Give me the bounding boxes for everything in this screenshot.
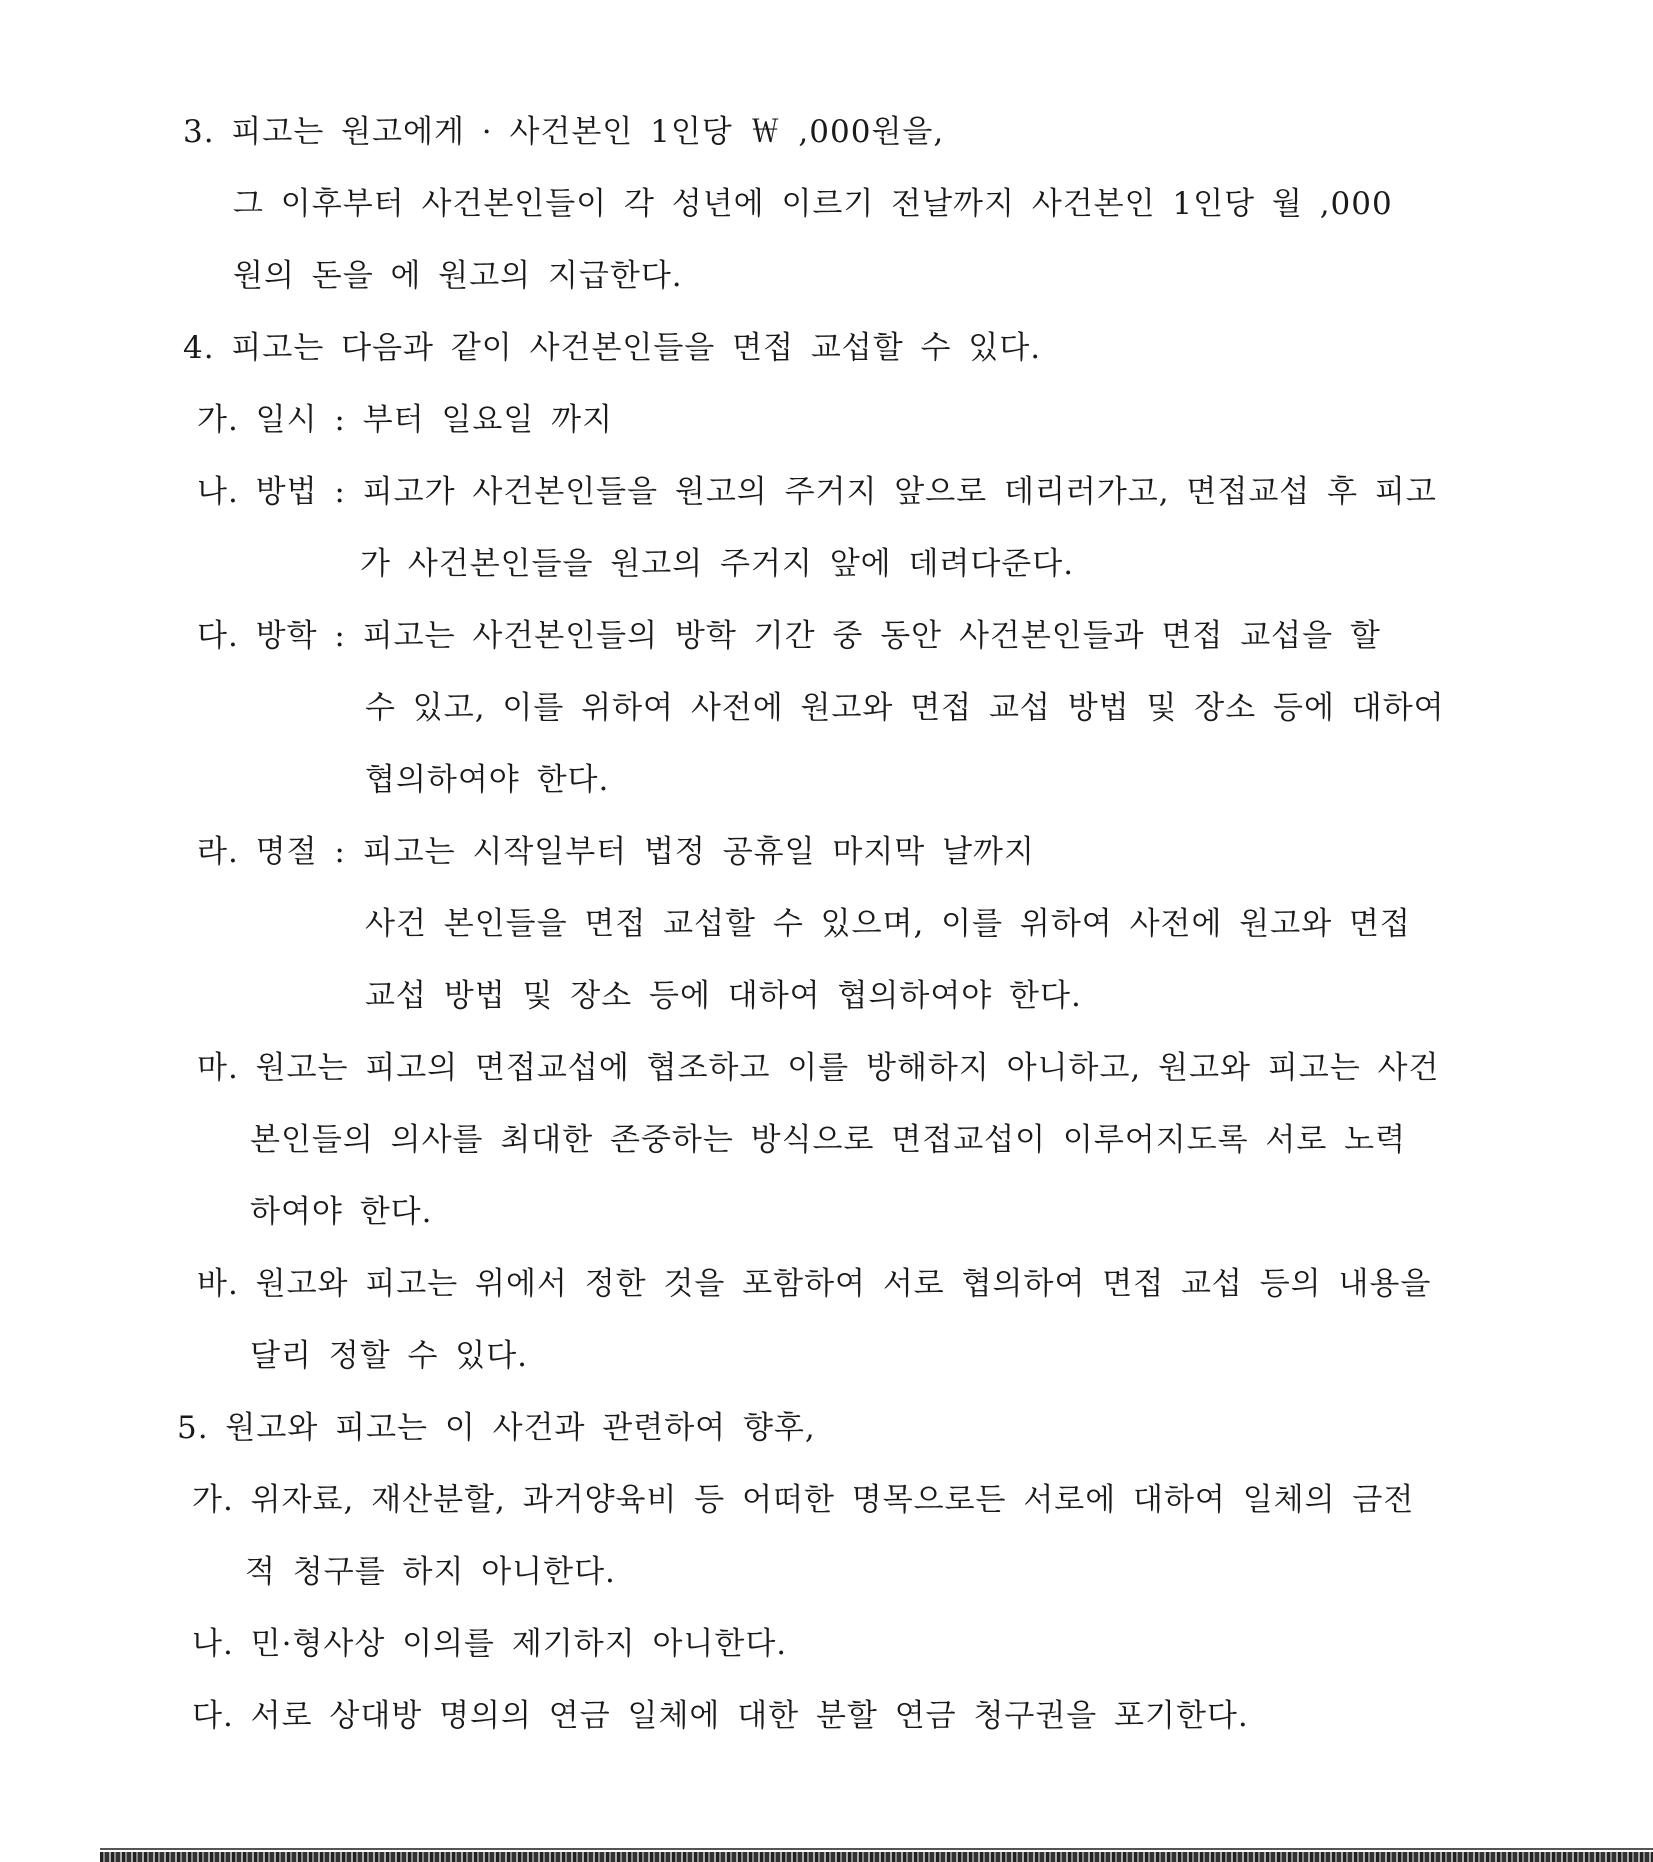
paragraph-4-heading: 4. 피고는 다음과 같이 사건본인들을 면접 교섭할 수 있다.	[183, 330, 1042, 366]
item-4-na-line-2: 가 사건본인들을 원고의 주거지 앞에 데려다준다.	[360, 546, 1075, 582]
paragraph-5-heading: 5. 원고와 피고는 이 사건과 관련하여 향후,	[177, 1410, 816, 1446]
item-5-ga-line-2: 적 청구를 하지 아니한다.	[245, 1554, 616, 1590]
paragraph-3-line-2: 그 이후부터 사건본인들이 각 성년에 이르기 전날까지 사건본인 1인당 월 ,000	[233, 186, 1393, 222]
item-4-ra-line-3: 교섭 방법 및 장소 등에 대하여 협의하여야 한다.	[365, 978, 1082, 1014]
paragraph-3-line-3: 원의 돈을 에 원고의 지급한다.	[233, 258, 683, 294]
item-4-ma-line-3: 하여야 한다.	[250, 1194, 433, 1230]
item-4-ba-line-1: 바. 원고와 피고는 위에서 정한 것을 포함하여 서로 협의하여 면접 교섭 등의 내용을	[197, 1266, 1432, 1302]
item-5-da: 다. 서로 상대방 명의의 연금 일체에 대한 분할 연금 청구권을 포기한다.	[192, 1698, 1249, 1734]
item-4-da-line-1: 다. 방학 : 피고는 사건본인들의 방학 기간 중 동안 사건본인들과 면접 교섭을 할	[197, 618, 1381, 654]
item-4-ma-line-2: 본인들의 의사를 최대한 존중하는 방식으로 면접교섭이 이루어지도록 서로 노력	[250, 1122, 1407, 1158]
item-4-da-line-2: 수 있고, 이를 위하여 사전에 원고와 면접 교섭 방법 및 장소 등에 대하여	[365, 690, 1445, 726]
paragraph-3-line-1: 3. 피고는 원고에게 · 사건본인 1인당 ￦ ,000원을,	[183, 114, 945, 150]
item-4-ga-line-1: 가. 일시 : 부터 일요일 까지	[197, 402, 614, 438]
item-5-na: 나. 민·형사상 이의를 제기하지 아니한다.	[192, 1626, 788, 1662]
scan-edge-line	[100, 1848, 1653, 1850]
item-4-ra-line-1: 라. 명절 : 피고는 시작일부터 법정 공휴일 마지막 날까지	[197, 834, 1035, 870]
item-5-ga-line-1: 가. 위자료, 재산분할, 과거양육비 등 어떠한 명목으로든 서로에 대하여 일체의 금전	[192, 1482, 1415, 1518]
item-4-ba-line-2: 달리 정할 수 있다.	[250, 1338, 529, 1374]
item-4-ra-line-2: 사건 본인들을 면접 교섭할 수 있으며, 이를 위하여 사전에 원고와 면접	[365, 906, 1411, 942]
item-4-da-line-3: 협의하여야 한다.	[365, 762, 610, 798]
scan-border-strip	[100, 1852, 1653, 1862]
item-4-ma-line-1: 마. 원고는 피고의 면접교섭에 협조하고 이를 방해하지 아니하고, 원고와 피고는 사건	[197, 1050, 1440, 1086]
item-4-na-line-1: 나. 방법 : 피고가 사건본인들을 원고의 주거지 앞으로 데리러가고, 면접교섭 후 피고	[197, 474, 1437, 510]
